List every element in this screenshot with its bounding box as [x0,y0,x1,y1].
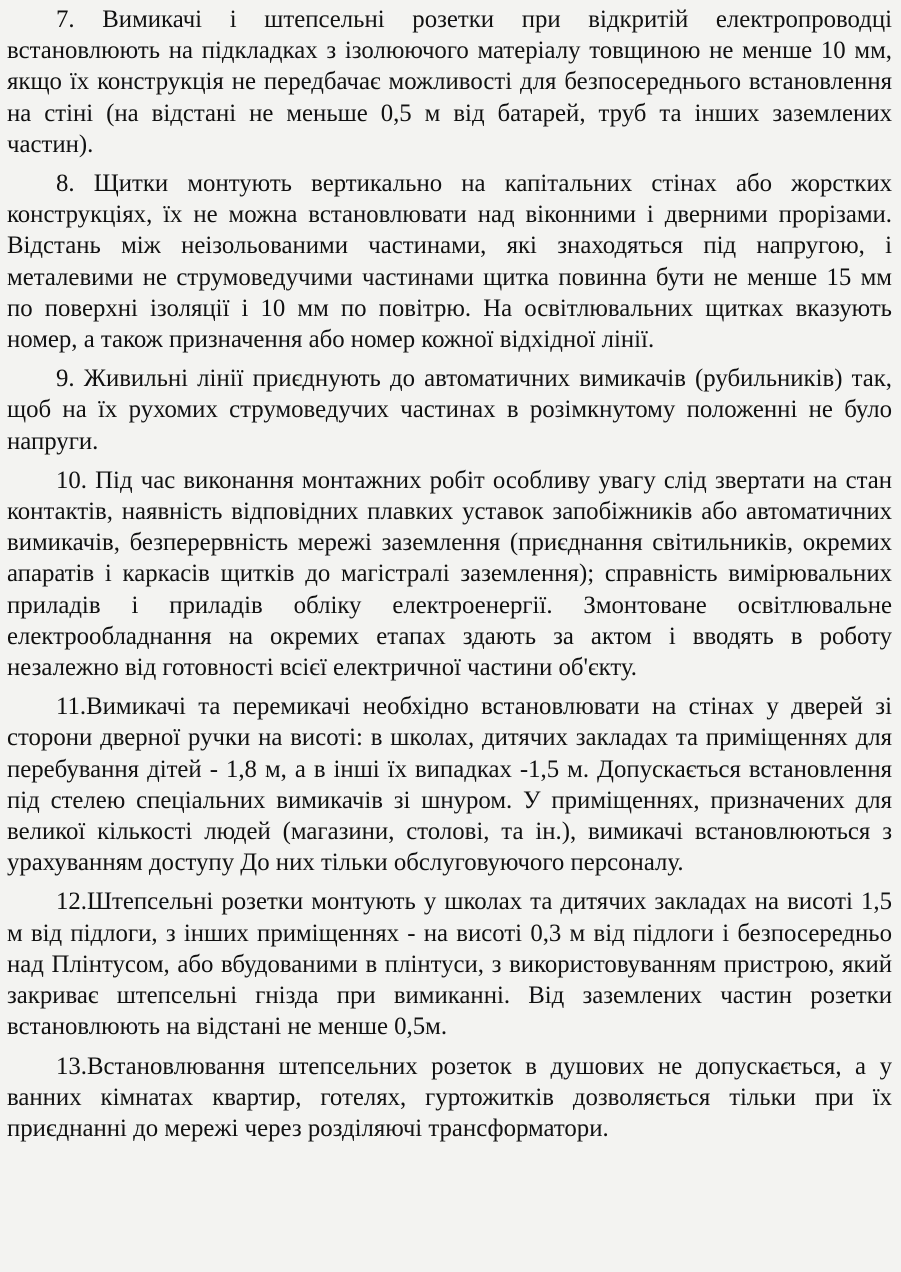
paragraph-8: 8. Щитки монтують вертикально на капітальних стінах або жорстких конструкціях, їх не можна встановлювати над віконними і дверними прорізами. Відстань між неізольованими частинами, які знаходяться під напругою, і металевими не струмоведучими частинами щитка повинна бути не менше 15 мм по поверхні ізоляції і 10 мм по повітрю. На освітлювальних щитках вказують номер, а також призначення або номер кожної відхідної лінії. [7,170,892,354]
paragraph-7: 7. Вимикачі і штепсельні розетки при відкритій електропроводці встановлюють на підкладках з ізолюючого матеріалу товщиною не менше 10 мм, якщо їх конструкція не передбачає можливості для безпосереднього встановлення на стіні (на відстані не меньше 0,5 м від батарей, труб та інших заземлених частин). [7,6,892,158]
paragraph-11: 11.Вимикачі та перемикачі необхідно встановлювати на стінах у дверей зі сторони дверної ручки на висоті: в школах, дитячих закладах та приміщеннях для перебування дітей - 1,8 м, а в інші їх випадках -1,5 м. Допускається встановлення під стелею спеціальних вимикачів зі шнуром. У приміщеннях, призначених для великої кількості людей (магазини, столові, та ін.), вимикачі встановлюються з урахуванням доступу До них тільки обслуговуючого персоналу. [7,693,892,877]
paragraph-9: 9. Живильні лінії приєднують до автоматичних вимикачів (рубильників) так, щоб на їх рухомих струмоведучих частинах в розімкнутому положенні не було напруги. [7,365,892,455]
paragraph-10: 10. Під час виконання монтажних робіт особливу увагу слід звертати на стан контактів, наявність відповідних плавких уставок запобіжників або автоматичних вимикачів, безперервність мережі заземлення (приєднання світильників, окремих апаратів і каркасів щитків до магістралі заземлення); справність вимірювальних приладів і приладів обліку електроенергії. Змонтоване освітлювальне електрообладнання на окремих етапах здають за актом і вводять в роботу незалежно від готовності всієї електричної частини об'єкту. [7,466,892,682]
paragraph-13: 13.Встановлювання штепсельних розеток в душових не допускається, а у ванних кімнатах квартир, готелях, гуртожитків дозволяється тільки при їх приєднанні до мережі через розділяючі трансформатори. [7,1052,892,1142]
paragraph-12: 12.Штепсельні розетки монтують у школах та дитячих закладах на висоті 1,5 м від підлоги, з інших приміщеннях - на висоті 0,3 м від підлоги і безпосередньо над Плінтусом, або вбудованими в плінтуси, з використовуванням пристрою, який закриває штепсельні гнізда при вимиканні. Від заземлених частин розетки встановлюють на відстані не менше 0,5м. [7,888,892,1041]
